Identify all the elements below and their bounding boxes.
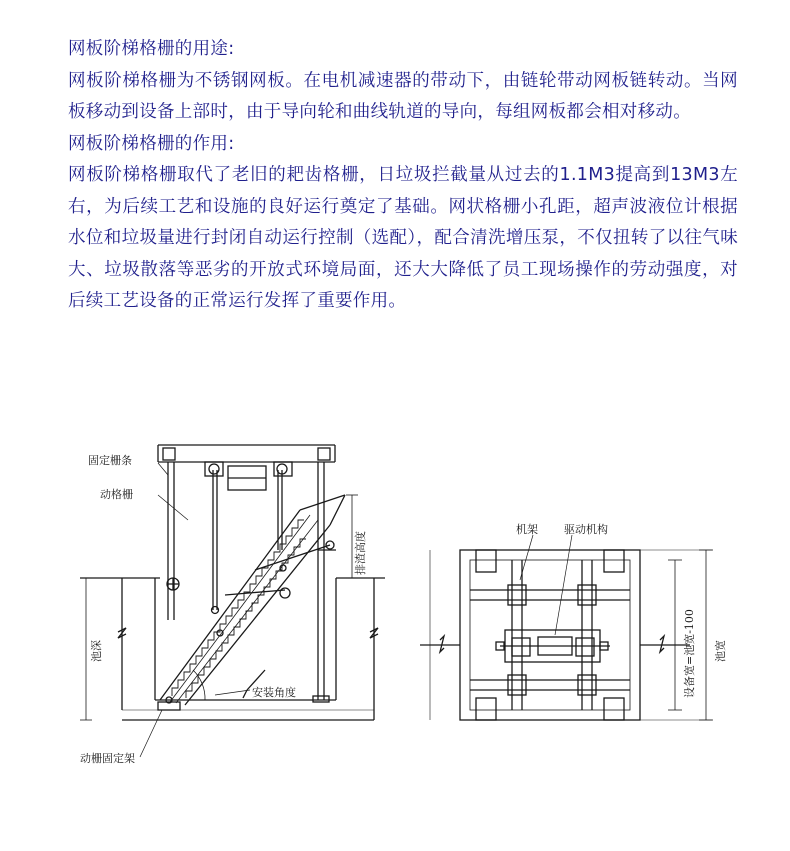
usage-body: 网板阶梯格栅为不锈钢网板。在电机减速器的带动下，由链轮带动网板链转动。当网板移动到设备上部时，由于导向轮和曲线轨道的导向，每组网板都会相对移动。 bbox=[68, 70, 738, 122]
label-pool-depth: 池深 bbox=[90, 640, 103, 662]
label-fixed-bars: 固定栅条 bbox=[88, 454, 132, 467]
label-moving-grid-frame: 动栅固定架 bbox=[80, 752, 135, 765]
label-drive: 驱动机构 bbox=[564, 523, 608, 536]
description-text bbox=[68, 34, 738, 318]
top-view bbox=[420, 535, 713, 720]
function-heading: 网板阶梯格栅的作用: bbox=[68, 133, 235, 154]
label-moving-grid: 动格栅 bbox=[100, 488, 133, 501]
label-discharge-height: 排渣高度 bbox=[354, 531, 367, 575]
label-equip-width: 设备宽=池宽-100 bbox=[683, 609, 696, 698]
technical-drawing bbox=[0, 400, 790, 851]
function-body: 网板阶梯格栅取代了老旧的耙齿格栅，日垃圾拦截量从过去的1.1M3提高到13M3左右，为后续工艺和设施的良好运行奠定了基础。网状格栅小孔距，超声波液位计根据水位和垃圾量进行封闭自动运行控制（选配），配合清洗增压泵，不仅扭转了以往气味大、垃圾散落等恶劣的开放式环境局面，还大大降低了员工现场操作的劳动强度，对后续工艺设备的正常运行发挥了重要作用。 bbox=[68, 165, 738, 311]
usage-heading: 网板阶梯格栅的用途: bbox=[68, 39, 235, 59]
label-install-angle: 安装角度 bbox=[252, 686, 296, 699]
label-pool-width: 池宽 bbox=[714, 640, 727, 662]
label-frame: 机架 bbox=[516, 523, 538, 536]
